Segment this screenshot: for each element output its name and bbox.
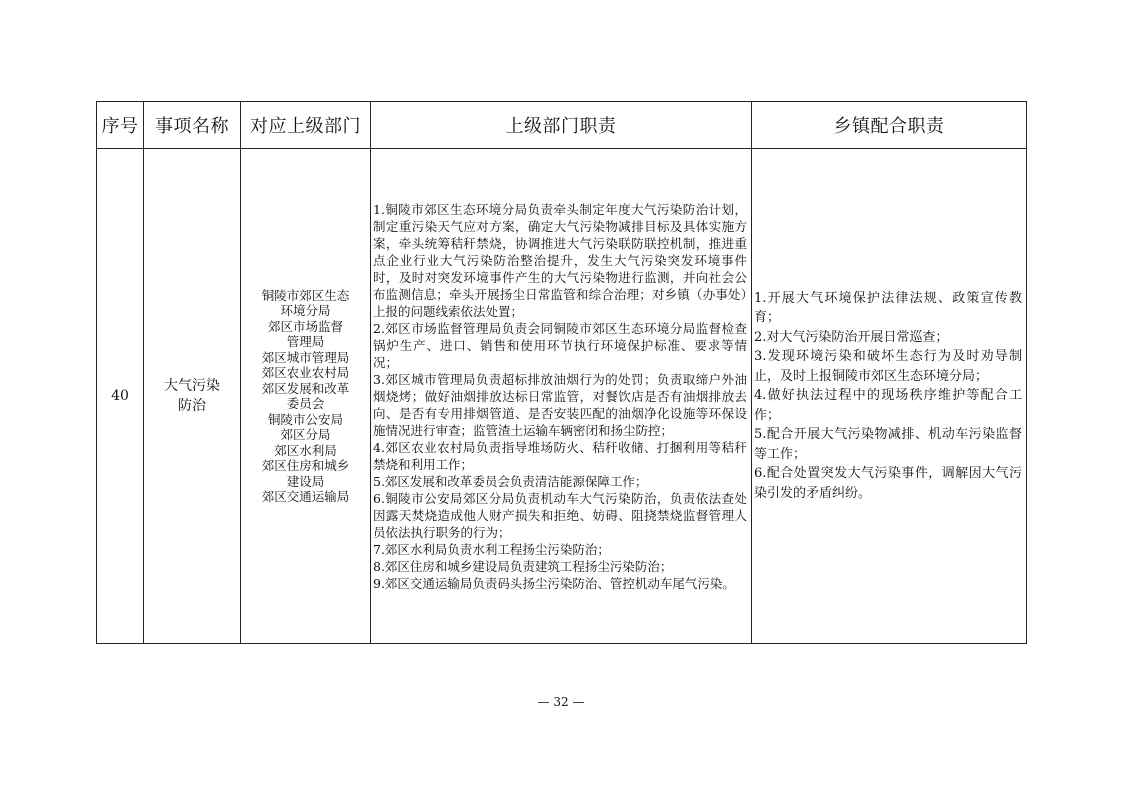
row-township-duties xyxy=(752,149,1027,644)
department-line: 管理局 xyxy=(286,334,325,349)
department-line: 郊区发展和改革 xyxy=(261,380,350,396)
department-line: 铜陵市公安局 xyxy=(267,411,343,427)
department-line: 郊区分局 xyxy=(280,427,331,442)
township-duty-item: 1.开展大气环境保护法律法规、政策宣传教育； xyxy=(754,290,1022,326)
row-item-name xyxy=(144,149,241,644)
page-number: — 32 — xyxy=(537,695,585,709)
department-line: 环境分局 xyxy=(280,303,331,318)
superior-duty-item: 1.铜陵市郊区生态环境分局负责牵头制定年度大气污染防治计划，制定重污染天气应对方案，确定大气污染物减排目标及具体实施方案，牵头统筹秸秆禁烧，协调推进大气污染联防联控机制，推进重点企业行业大气污染防治整治提升，发生大气污染突发环境事件时，及时对突发环境事件产生的大气污染物进行监测，并向社会公布监测信息；牵头开展扬尘日常监管和综合治理；对乡镇（办事处）上报的问题线索依法处置； xyxy=(373,201,747,319)
superior-duty-item: 2.郊区市场监督管理局负责会同铜陵市郊区生态环境分局监督检查锅炉生产、进口、销售和使用环节执行环境保护标准、要求等情况； xyxy=(373,320,747,370)
department-line: 铜陵市郊区生态 xyxy=(261,287,350,303)
superior-duty-item: 5.郊区发展和改革委员会负责清洁能源保障工作； xyxy=(373,473,648,489)
township-duty-item: 6.配合处置突发大气污染事件，调解因大气污染引发的矛盾纠纷。 xyxy=(754,466,1022,501)
department-line: 郊区住房和城乡 xyxy=(261,458,350,473)
township-duty-item: 3.发现环境污染和破坏生态行为及时劝导制止，及时上报铜陵市郊区生态环境分局； xyxy=(754,349,1022,384)
department-line: 建设局 xyxy=(286,473,325,489)
header-superior-duties: 上级部门职责 xyxy=(371,102,752,149)
department-line: 委员会 xyxy=(286,396,325,411)
item-name-line: 大气污染 xyxy=(164,378,220,394)
superior-duty-item: 8.郊区住房和城乡建设局负责建筑工程扬尘污染防治； xyxy=(373,558,673,574)
department-line: 郊区城市管理局 xyxy=(261,349,350,365)
header-seq: 序号 xyxy=(97,102,144,149)
township-duty-item: 2.对大气污染防治开展日常巡查； xyxy=(754,329,949,345)
township-duty-item: 4.做好执法过程中的现场秩序维护等配合工作； xyxy=(754,388,1022,423)
header-row xyxy=(97,102,1027,149)
header-superior-dept: 对应上级部门 xyxy=(241,102,371,149)
row-seq: 40 xyxy=(97,149,144,644)
table-row xyxy=(97,149,1027,644)
header-township-duties: 乡镇配合职责 xyxy=(752,102,1027,149)
superior-duty-item: 7.郊区水利局负责水利工程扬尘污染防治； xyxy=(373,541,610,557)
duty-table xyxy=(96,101,1027,644)
superior-duty-item: 4.郊区农业农村局负责指导堆场防火、秸秆收储、打捆利用等秸秆禁烧和利用工作； xyxy=(373,439,747,472)
row-departments xyxy=(241,149,371,644)
header-item-name: 事项名称 xyxy=(144,102,241,149)
department-line: 郊区水利局 xyxy=(274,442,337,458)
township-duty-item: 5.配合开展大气污染物减排、机动车污染监督等工作； xyxy=(754,427,1022,462)
superior-duty-item: 6.铜陵市公安局郊区分局负责机动车大气污染防治，负责依法查处因露天焚烧造成他人财产损失和拒绝、妨碍、阻挠禁烧监督管理人员依法执行职务的行为； xyxy=(373,490,747,540)
department-line: 郊区交通运输局 xyxy=(261,489,350,504)
superior-duty-item: 9.郊区交通运输局负责码头扬尘污染防治、管控机动车尾气污染。 xyxy=(373,575,735,591)
row-superior-duties xyxy=(371,149,752,644)
superior-duty-item: 3.郊区城市管理局负责超标排放油烟行为的处罚；负责取缔户外油烟烧烤；做好油烟排放达标日常监管，对餐饮店是否有油烟排放去向、是否有专用排烟管道、是否安装匹配的油烟净化设施等环保设施情况进行审查；监管渣土运输车辆密闭和扬尘防控； xyxy=(373,371,747,438)
item-name-line: 防治 xyxy=(178,398,206,414)
department-line: 郊区农业农村局 xyxy=(261,365,350,380)
department-line: 郊区市场监督 xyxy=(267,318,343,334)
